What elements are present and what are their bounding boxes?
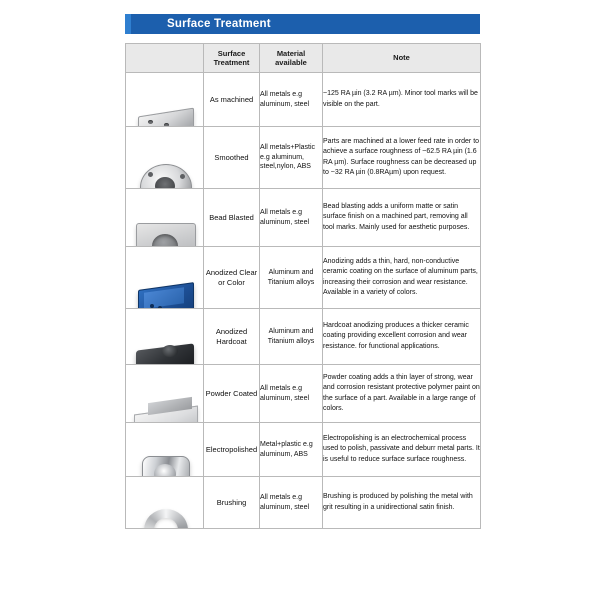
material-available: Metal+plastic e.g aluminum, ABS bbox=[260, 423, 323, 477]
row-image-anodized-clear-or-color bbox=[126, 247, 204, 309]
row-image-electropolished bbox=[126, 423, 204, 477]
treatment-note: Parts are machined at a lower feed rate in order to achieve a surface roughness of ~62.5 RA µin (1.6 RA µm). Surface roughness can be decreased up to ~32 RA µin (0.8RAµm) upon request. bbox=[323, 127, 481, 189]
table-row bbox=[126, 189, 481, 247]
material-available: All metals e.g aluminum, steel bbox=[260, 189, 323, 247]
table-row bbox=[126, 73, 481, 127]
row-image-smoothed bbox=[126, 127, 204, 189]
column-header-note: Note bbox=[323, 44, 481, 73]
table-row bbox=[126, 477, 481, 529]
treatment-name: Powder Coated bbox=[204, 365, 260, 423]
treatment-name: As machined bbox=[204, 73, 260, 127]
material-available: All metals+Plastic e.g aluminum, steel,nylon, ABS bbox=[260, 127, 323, 189]
treatment-note: Electropolishing is an electrochemical process used to polish, passivate and deburr metal parts. It is useful to reduce surface surface roughness. bbox=[323, 423, 481, 477]
surface-treatment-table bbox=[125, 43, 481, 529]
surface-treatment-table-wrapper bbox=[125, 43, 480, 529]
treatment-note: Bead blasting adds a uniform matte or satin surface finish on a machined part, removing all tool marks. Mainly used for aesthetic purposes. bbox=[323, 189, 481, 247]
treatment-name: Electropolished bbox=[204, 423, 260, 477]
column-header-material: Material available bbox=[260, 44, 323, 73]
material-available: All metals e.g aluminum, steel bbox=[260, 365, 323, 423]
material-available: All metals e.g aluminum, steel bbox=[260, 73, 323, 127]
table-header-row bbox=[126, 44, 481, 73]
section-title-bar bbox=[125, 14, 480, 34]
row-image-anodized-hardcoat bbox=[126, 309, 204, 365]
treatment-name: Anodized Hardcoat bbox=[204, 309, 260, 365]
material-available: All metals e.g aluminum, steel bbox=[260, 477, 323, 529]
treatment-note: ~125 RA µin (3.2 RA µm). Minor tool marks will be visible on the part. bbox=[323, 73, 481, 127]
column-header-treatment: Surface Treatment bbox=[204, 44, 260, 73]
treatment-name: Brushing bbox=[204, 477, 260, 529]
row-image-powder-coated bbox=[126, 365, 204, 423]
row-image-bead-blasted bbox=[126, 189, 204, 247]
treatment-name: Smoothed bbox=[204, 127, 260, 189]
table-header bbox=[126, 44, 481, 73]
treatment-name: Anodized Clear or Color bbox=[204, 247, 260, 309]
treatment-note: Anodizing adds a thin, hard, non-conductive ceramic coating on the surface of aluminum parts, increasing their corrosion and wear resistance. Available in a variety of colors. bbox=[323, 247, 481, 309]
table-row bbox=[126, 127, 481, 189]
page-title: Surface Treatment bbox=[167, 18, 271, 30]
material-available: Aluminum and Titanium alloys bbox=[260, 309, 323, 365]
treatment-note: Powder coating adds a thin layer of strong, wear and corrosion resistant protective polymer paint on the surface of a part. Available in a large range of colors. bbox=[323, 365, 481, 423]
row-image-brushing bbox=[126, 477, 204, 529]
row-image-as-machined bbox=[126, 73, 204, 127]
table-row bbox=[126, 309, 481, 365]
material-available: Aluminum and Titanium alloys bbox=[260, 247, 323, 309]
table-row bbox=[126, 365, 481, 423]
table-row bbox=[126, 423, 481, 477]
treatment-note: Hardcoat anodizing produces a thicker ceramic coating providing excellent corrosion and wear resistance. for functional applications. bbox=[323, 309, 481, 365]
table-row bbox=[126, 247, 481, 309]
treatment-note: Brushing is produced by polishing the metal with grit resulting in a unidirectional satin finish. bbox=[323, 477, 481, 529]
column-header-image bbox=[126, 44, 204, 73]
treatment-name: Bead Blasted bbox=[204, 189, 260, 247]
table-body bbox=[126, 73, 481, 529]
